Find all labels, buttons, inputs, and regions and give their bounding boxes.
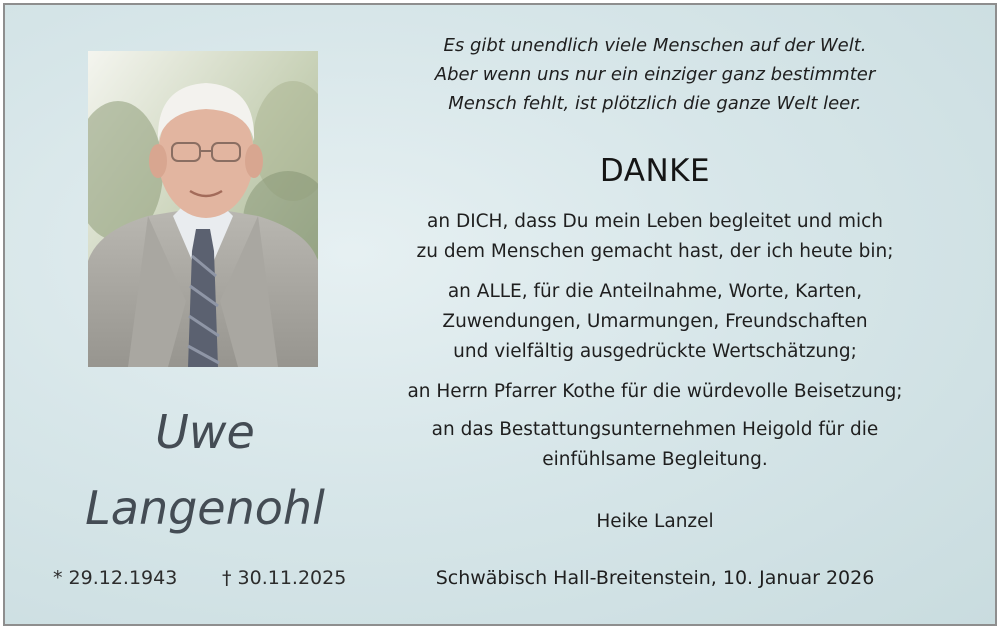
thanks-line: einfühlsame Begleitung. [542,449,768,470]
quote-text [375,31,935,118]
portrait-photo [88,51,318,367]
thanks-block-1 [375,207,935,267]
quote-line: Aber wenn uns nur ein einziger ganz bestimmter [434,64,876,85]
thanks-block-3 [375,377,935,407]
signer-name: Heike Lanzel [596,511,714,532]
thanks-line: an das Bestattungsunternehmen Heigold für die [431,419,879,440]
thanks-line: Zuwendungen, Umarmungen, Freundschaften [442,311,868,332]
deceased-last-name: Langenohl [85,481,325,535]
thanks-line: an Herrn Pfarrer Kothe für die würdevolle Beisetzung; [407,381,903,402]
place-and-date: Schwäbisch Hall-Breitenstein, 10. Januar 2026 [435,567,875,589]
danke-heading: DANKE [599,153,711,189]
thanks-block-4 [375,415,935,475]
death-date: † 30.11.2025 [222,567,347,589]
thanks-line: an ALLE, für die Anteilnahme, Worte, Karten, [447,281,863,302]
quote-line: Es gibt unendlich viele Menschen auf der Welt. [443,35,867,56]
quote-line: Mensch fehlt, ist plötzlich die ganze Welt leer. [448,93,862,114]
thanks-block-2 [375,277,935,367]
thanks-line: an DICH, dass Du mein Leben begleitet und mich [427,211,883,232]
birth-date: * 29.12.1943 [53,567,178,589]
thanks-line: zu dem Menschen gemacht hast, der ich heute bin; [416,241,894,262]
deceased-first-name: Uwe [155,405,255,459]
obituary-card [3,3,997,626]
thanks-line: und vielfältig ausgedrückte Wertschätzung; [453,341,857,362]
